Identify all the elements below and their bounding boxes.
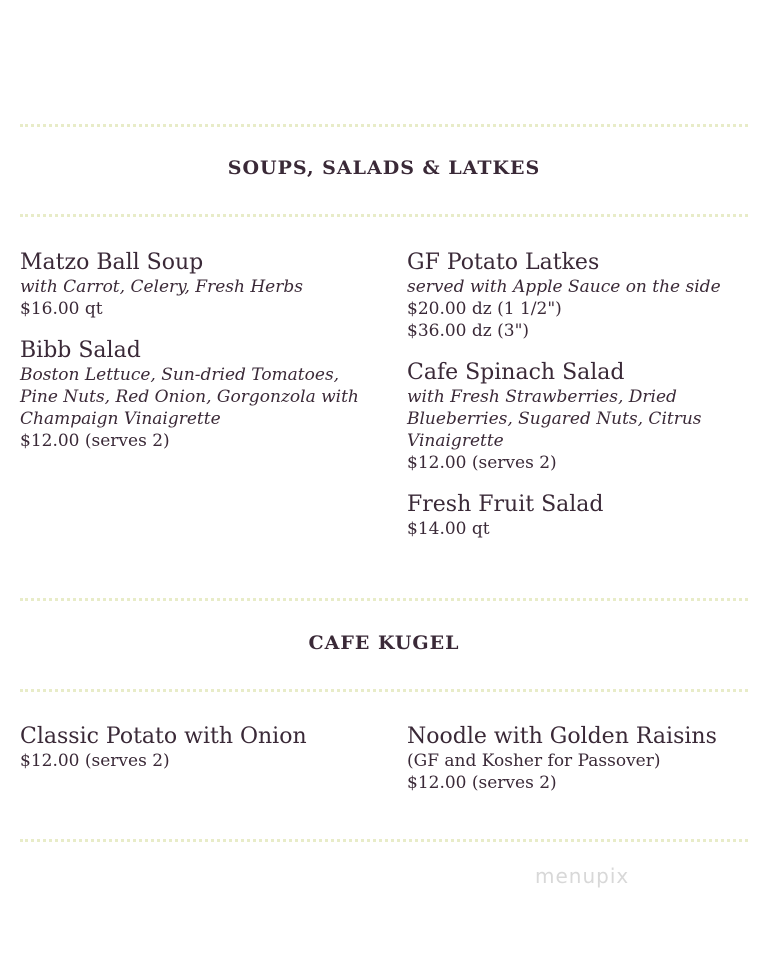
item-name: Classic Potato with Onion xyxy=(20,724,307,749)
item-price: $12.00 (serves 2) xyxy=(20,431,170,451)
menu-item-bibb-salad xyxy=(20,338,370,452)
item-description: Boston Lettuce, Sun-dried Tomatoes, Pine Nuts, Red Onion, Gorgonzola with Champaign Vinaigrette xyxy=(20,365,359,429)
item-price-alt: $36.00 dz (3") xyxy=(407,321,530,341)
divider-bottom xyxy=(20,839,748,842)
item-price: $12.00 (serves 2) xyxy=(20,751,170,771)
item-price: $16.00 qt xyxy=(20,299,103,319)
menu-item-gf-potato-latkes xyxy=(407,250,757,342)
kugel-left-column xyxy=(20,724,370,790)
item-price: $12.00 (serves 2) xyxy=(407,773,557,793)
soups-left-column xyxy=(20,250,370,470)
item-name: Bibb Salad xyxy=(20,338,141,363)
menu-item-matzo-ball-soup xyxy=(20,250,370,320)
item-name: Fresh Fruit Salad xyxy=(407,492,604,517)
section-title-soups: SOUPS, SALADS & LATKES xyxy=(227,157,541,179)
divider-soups-bottom xyxy=(20,214,748,217)
menupix-watermark: menupix xyxy=(535,864,630,888)
item-name: Noodle with Golden Raisins xyxy=(407,724,717,749)
item-description: served with Apple Sauce on the side xyxy=(407,277,721,297)
item-note: (GF and Kosher for Passover) xyxy=(407,751,661,771)
menu-item-cafe-spinach-salad xyxy=(407,360,757,474)
divider-kugel-bottom xyxy=(20,689,748,692)
item-name: GF Potato Latkes xyxy=(407,250,600,275)
item-description: with Carrot, Celery, Fresh Herbs xyxy=(20,277,303,297)
kugel-right-column xyxy=(407,724,757,812)
divider-kugel-top xyxy=(20,598,748,601)
menu-item-noodle-with-golden-raisins xyxy=(407,724,757,794)
item-price: $12.00 (serves 2) xyxy=(407,453,557,473)
menu-item-fresh-fruit-salad xyxy=(407,492,757,540)
item-name: Cafe Spinach Salad xyxy=(407,360,625,385)
item-name: Matzo Ball Soup xyxy=(20,250,204,275)
menu-item-classic-potato-with-onion xyxy=(20,724,370,772)
item-description: with Fresh Strawberries, Dried Blueberries, Sugared Nuts, Citrus Vinaigrette xyxy=(407,387,702,451)
section-title-kugel: CAFE KUGEL xyxy=(308,632,460,654)
item-price: $14.00 qt xyxy=(407,519,490,539)
item-price: $20.00 dz (1 1/2") xyxy=(407,299,562,319)
soups-right-column xyxy=(407,250,757,558)
divider-top xyxy=(20,124,748,127)
